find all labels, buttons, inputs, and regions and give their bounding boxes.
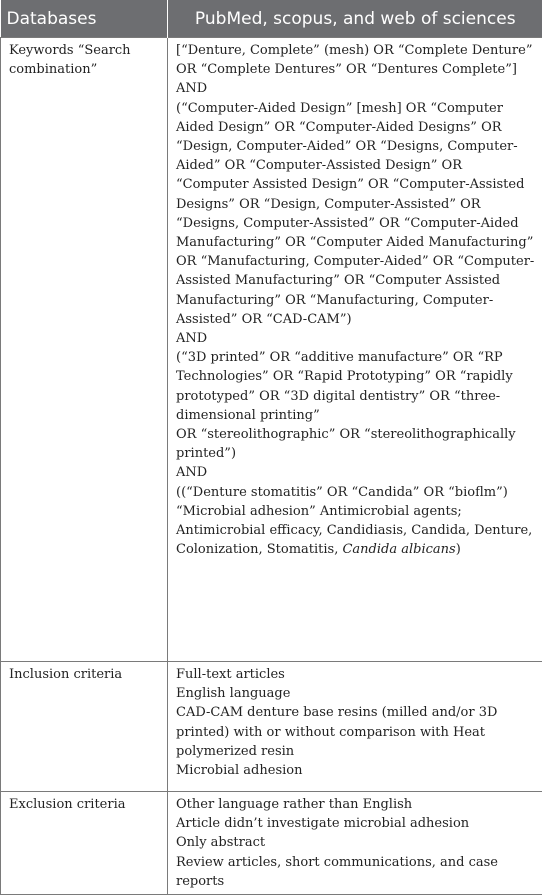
exclusion-cell	[168, 792, 542, 895]
table-row	[1, 662, 542, 792]
keywords-line: ((“Denture stomatitis” OR “Candida” OR “bioflm”)	[176, 483, 535, 502]
keywords-line: (“Computer-Aided Design” [mesh] OR “Computer Aided Design” OR “Computer-Aided Designs” OR “Design, Computer-Aided” OR “Designs, Computer-Aided” OR “Computer-Assisted Design” OR “Computer Assisted Design” OR “Computer-Assisted Designs” OR “Design, Computer-Assisted” OR “Designs, Computer-Assisted” OR “Computer-Aided Manufacturing” OR “Computer Aided Manufacturing” OR “Manufacturing, Computer-Aided” OR “Computer-Assisted Manufacturing” OR “Computer Assisted Manufacturing” OR “Manufacturing, Computer-Assisted” OR “CAD-CAM”)	[176, 99, 535, 329]
keywords-last-italic: Candida albicans	[342, 542, 455, 557]
table-row	[1, 38, 542, 662]
exclusion-line: Only abstract	[176, 833, 535, 852]
keywords-last-prefix: “Microbial adhesion” Antimicrobial agents; Antimicrobial efficacy, Candidiasis, Candida, Denture, Colonization, Stomatitis,	[176, 504, 532, 557]
exclusion-line: Article didn’t investigate microbial adhesion	[176, 814, 535, 833]
keywords-cell	[168, 38, 542, 662]
keywords-label: Keywords “Search combination”	[1, 38, 168, 662]
exclusion-line: Review articles, short communications, and case reports	[176, 853, 535, 891]
inclusion-line: English language	[176, 684, 535, 703]
keywords-line: (“3D printed” OR “additive manufacture” OR “RP Technologies” OR “Rapid Prototyping” OR “rapidly prototyped” OR “3D digital dentistry” OR “three-dimensional printing”	[176, 348, 535, 425]
exclusion-label: Exclusion criteria	[1, 792, 168, 895]
inclusion-line: CAD-CAM denture base resins (milled and/or 3D printed) with or without comparison with Heat polymerized resin	[176, 703, 535, 761]
keywords-last-suffix: )	[456, 542, 461, 557]
inclusion-label: Inclusion criteria	[1, 662, 168, 792]
exclusion-line: Other language rather than English	[176, 795, 535, 814]
keywords-line: AND	[176, 463, 535, 482]
inclusion-line: Microbial adhesion	[176, 761, 535, 780]
keywords-line: OR “stereolithographic” OR “stereolithographically printed”)	[176, 425, 535, 463]
header-sources: PubMed, scopus, and web of sciences	[168, 0, 542, 38]
keywords-line: AND	[176, 79, 535, 98]
header-databases: Databases	[1, 0, 168, 38]
keywords-line: AND	[176, 329, 535, 348]
table-row	[1, 792, 542, 895]
inclusion-line: Full-text articles	[176, 665, 535, 684]
inclusion-cell	[168, 662, 542, 792]
keywords-line-last	[176, 502, 535, 560]
header-row	[1, 0, 542, 38]
keywords-line: [“Denture, Complete” (mesh) OR “Complete Denture” OR “Complete Dentures” OR “Dentures Complete”]	[176, 41, 535, 79]
